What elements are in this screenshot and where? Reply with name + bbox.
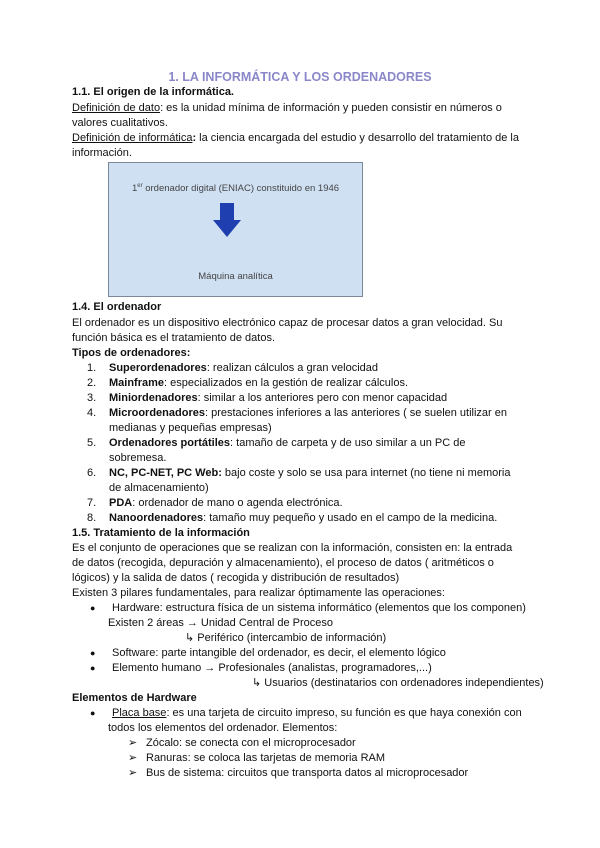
hw-elements-heading: Elementos de Hardware — [72, 692, 197, 704]
page-title: 1. LA INFORMÁTICA Y LOS ORDENADORES — [168, 70, 432, 84]
def-dato-term: Definición de dato — [72, 102, 161, 114]
elemento-humano-usuarios: ↳ Usuarios (destinatarios con ordenadores independientes) — [252, 677, 544, 689]
eniac-diagram — [108, 162, 363, 297]
list-item: 2. Mainframe: especializados en la gestión de realizar cálculos. — [87, 377, 409, 389]
def-inf-line — [72, 131, 519, 145]
diagram-bottom-label: Máquina analítica — [198, 271, 273, 282]
hardware-areas: Existen 2 áreas → Unidad Central de Proceso — [108, 617, 334, 629]
hardware-periferico: ↳ Periférico (intercambio de información) — [185, 632, 387, 644]
def-inf-line-2: información. — [72, 147, 132, 159]
list-item: 4. Microordenadores: prestaciones inferiores a las anteriores ( se suelen utilizar en — [87, 407, 508, 419]
bullet-placa-base: ● Placa base: es una tarjeta de circuito impreso, su función es que haya conexión con — [90, 707, 522, 719]
tipos-heading: Tipos de ordenadores: — [72, 347, 191, 359]
section-1-1-heading: 1.1. El origen de la informática. — [72, 86, 234, 98]
diagram-top-label: 1er ordenador digital (ENIAC) constituido en 1946 — [131, 182, 340, 194]
down-arrow-icon — [213, 203, 241, 237]
sub-item: ➢ Zócalo: se conecta con el microprocesador — [128, 737, 356, 749]
s14-intro-1: El ordenador es un dispositivo electrónico capaz de procesar datos a gran velocidad. Su — [72, 317, 503, 329]
def-inf-colon: : — [192, 132, 197, 144]
list-item-cont: sobremesa. — [109, 452, 167, 464]
def-dato-line-2: valores cualitativos. — [72, 117, 168, 129]
list-item-cont: de almacenamiento) — [109, 482, 209, 494]
def-inf-text: la ciencia encargada del estudio y desarrollo del tratamiento de la — [196, 132, 519, 144]
bullet-elemento-humano: ● Elemento humano → Profesionales (analistas, programadores,...) — [90, 662, 432, 674]
s15-p2: Existen 3 pilares fundamentales, para realizar óptimamente las operaciones: — [72, 587, 445, 599]
s15-p1-1: Es el conjunto de operaciones que se realizan con la información, consisten en: la entrada — [72, 542, 513, 554]
section-1-4-heading: 1.4. El ordenador — [72, 301, 162, 313]
s14-intro-2: función básica es el tratamiento de datos. — [72, 332, 276, 344]
sub-item: ➢ Bus de sistema: circuitos que transporta datos al microprocesador — [128, 767, 469, 779]
list-item: 5. Ordenadores portátiles: tamaño de carpeta y de uso similar a un PC de — [87, 437, 466, 449]
def-inf-term: Definición de informática — [72, 132, 193, 144]
def-dato-text: : es la unidad mínima de información y pueden consistir en números o — [160, 102, 502, 114]
s15-p1-2: de datos (recogida, depuración y almacenamiento), el proceso de datos ( aritméticos o — [72, 557, 494, 569]
list-item: 6. NC, PC-NET, PC Web: bajo coste y solo se usa para internet (no tiene ni memoria — [87, 467, 511, 479]
list-item: 1. Superordenadores: realizan cálculos a gran velocidad — [87, 362, 379, 374]
list-item: 8. Nanoordenadores: tamaño muy pequeño y usado en el campo de la medicina. — [87, 512, 498, 524]
placa-base-cont: todos los elementos del ordenador. Elementos: — [108, 722, 338, 734]
bullet-software: ● Software: parte intangible del ordenador, es decir, el elemento lógico — [90, 647, 446, 659]
bullet-hardware: ● Hardware: estructura física de un sistema informático (elementos que los componen) — [90, 602, 526, 614]
s15-p1-3: lógicos) y la salida de datos ( recogida y distribución de resultados) — [72, 572, 400, 584]
list-item: 3. Miniordenadores: similar a los anteriores pero con menor capacidad — [87, 392, 448, 404]
section-1-5-heading: 1.5. Tratamiento de la información — [72, 527, 250, 539]
def-dato-line — [72, 101, 502, 115]
sub-item: ➢ Ranuras: se coloca las tarjetas de memoria RAM — [128, 752, 386, 764]
list-item: 7. PDA: ordenador de mano o agenda electrónica. — [87, 497, 343, 509]
list-item-cont: medianas y pequeñas empresas) — [109, 422, 272, 434]
